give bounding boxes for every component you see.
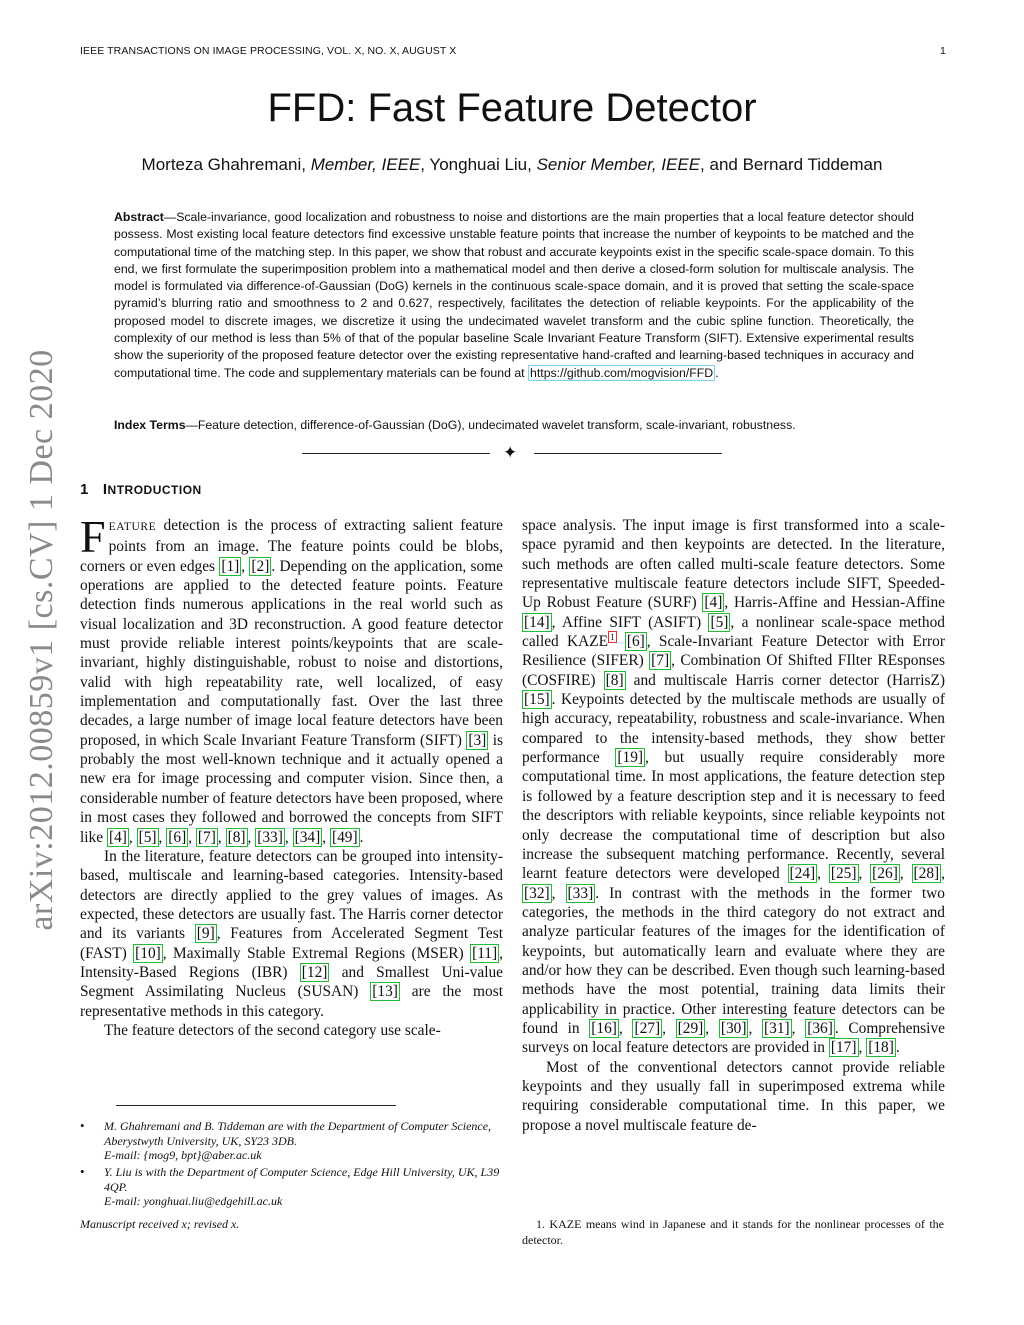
citation-link[interactable]: [5] [138, 828, 157, 846]
text-run: . [895, 1039, 900, 1057]
paragraph-1 [80, 511, 503, 847]
text-run: , Harris-Affine and Hessian-Affine [724, 594, 945, 612]
text-run: , [188, 828, 196, 846]
citation-link[interactable]: [2] [251, 557, 270, 575]
footnote-rule [116, 1105, 396, 1106]
citation-link[interactable]: [8] [227, 828, 246, 846]
text-run: , [284, 828, 293, 846]
citation-link[interactable]: [18] [868, 1039, 894, 1057]
index-terms [114, 417, 914, 434]
text-run: . Comprehensive surveys on local feature detectors are provided in [522, 1019, 945, 1057]
text-run: . Depending on the application, some operations are applied to the detected feature points. Feature detection finds numerous applications in the real world such as visual localization and 3D reconstruction. A good feature detector must provide reliable interest points/keypoints that are scale-invariant, highly distinguishable, robust to noise and distortions, valid with high repeatability rate, well localized, of easy implementation and computationally fast. Over the last three decades, a large number of image local feature detectors have been proposed, in which Scale Invariant Feature Transform (SIFT) [80, 557, 503, 749]
left-column [80, 511, 503, 1040]
citation-link[interactable]: [3] [468, 731, 487, 749]
text-run: , [662, 1019, 676, 1037]
citation-link[interactable]: [7] [651, 652, 670, 670]
affiliation-text: Y. Liu is with the Department of Computer Science, Edge Hill University, UK, L39 4QP. [104, 1165, 500, 1194]
citation-link[interactable]: [7] [197, 828, 216, 846]
citation-link[interactable]: [24] [789, 865, 816, 883]
citation-link[interactable]: [17] [830, 1039, 857, 1057]
citation-link[interactable]: [10] [135, 944, 161, 962]
section-initial: I [102, 481, 108, 498]
text-run: , [241, 557, 250, 575]
text-run: , a nonlinear scale-space method called KAZE [522, 613, 945, 651]
arxiv-identifier: arXiv:2012.00859v1 [cs.CV] 1 Dec 2020 [23, 349, 60, 931]
citation-link[interactable]: [31] [764, 1019, 790, 1037]
text-run: , [128, 828, 137, 846]
affiliation-email: E-mail: {mog9, bpt}@aber.ac.uk [104, 1148, 262, 1163]
citation-link[interactable]: [6] [168, 828, 187, 846]
section-title-rest: NTRODUCTION [107, 483, 202, 497]
author-2-role: Senior Member, IEEE [536, 155, 701, 174]
affiliation-text: M. Ghahremani and B. Tiddeman are with the Department of Computer Science, Aberystwyth University, UK, SY23 3DB. [104, 1119, 492, 1148]
affiliation-1 [80, 1119, 504, 1163]
citation-link[interactable]: [16] [591, 1019, 617, 1037]
citation-link[interactable]: [9] [196, 925, 215, 943]
citation-link[interactable]: [15] [524, 691, 550, 709]
citation-link[interactable]: [13] [372, 983, 398, 1001]
paragraph-5: Most of the conventional detectors cannot provide reliable keypoints and they usually fall in superimposed extrema while requiring considerable computational time. In this paper, we propose a novel multiscale feature de- [522, 1058, 945, 1134]
citation-link[interactable]: [1] [221, 557, 240, 575]
text-run: , Maximally Stable Extremal Regions (MSER) [162, 944, 471, 962]
text-run: , [705, 1019, 719, 1037]
paper-title: FFD: Fast Feature Detector [267, 86, 757, 130]
text-run: space analysis. The input image is first transformed into a scale-space pyramid and then keypoints are detected. In the literature, such methods are often called multi-scale feature detectors. Some representative multiscale feature detectors include SIFT, Speeded-Up Robust Feature (SURF) [522, 517, 945, 612]
text-run: , Intensity-Based Regions (IBR) [80, 944, 503, 981]
section-number: 1 [80, 481, 89, 498]
text-run: , Affine SIFT (ASIFT) [551, 613, 709, 631]
abstract-end: . [715, 365, 719, 380]
citation-link[interactable]: [27] [634, 1019, 661, 1037]
abstract-label: Abstract [114, 210, 164, 224]
separator-line-right [534, 453, 722, 454]
text-run: , [247, 828, 256, 846]
text-run: , Features from Accelerated Segment Test (FAST) [80, 925, 503, 962]
paragraph-2 [80, 847, 503, 1021]
text-run: , [551, 884, 566, 902]
text-run: , [748, 1019, 762, 1037]
text-run: . In contrast with the methods in the former two categories, the methods in the third category do not extract and analyze particular features of the images for the identification of keypoints, but automatically learn and evaluate where they are and/or how they can be described. Even though such learning-based methods have the most potential, training data limits their applicability in practice. Other interesting feature detectors can be found in [522, 884, 945, 1037]
citation-link[interactable]: [4] [704, 594, 723, 612]
text-run: and Smallest Uni-value Segment Assimilating Nucleus (SUSAN) [80, 963, 503, 1001]
text-run: , [158, 828, 167, 846]
manuscript-note: Manuscript received x; revised x. [80, 1217, 240, 1231]
section-separator [302, 444, 722, 464]
separator-star-icon: ✦ [503, 443, 518, 462]
citation-link[interactable]: [26] [872, 865, 898, 883]
index-terms-label: Index Terms [114, 418, 186, 432]
code-url-link[interactable]: https://github.com/mogvision/FFD [530, 365, 714, 380]
affiliation-email: E-mail: yonghuai.liu@edgehill.ac.uk [104, 1194, 283, 1209]
citation-link[interactable]: [6] [626, 633, 645, 651]
author-2: , Yonghuai Liu, [420, 155, 537, 174]
citation-link[interactable]: [14] [524, 613, 550, 631]
text-run: , [858, 865, 871, 883]
text-run: , [322, 828, 330, 846]
author-1-role: Member, IEEE [310, 155, 421, 174]
text-run [617, 633, 625, 650]
citation-link[interactable]: [32] [524, 884, 550, 902]
text-run: , [217, 828, 226, 846]
running-header [80, 45, 946, 57]
text-run: . [359, 828, 364, 846]
text-run: , [791, 1019, 806, 1037]
bullet-icon: • [80, 1118, 85, 1133]
affiliation-2 [80, 1165, 504, 1209]
index-terms-text: —Feature detection, difference-of-Gaussian (DoG), undecimated wavelet transform, scale-invariant, robustness. [185, 418, 796, 432]
paragraph-3: The feature detectors of the second category use scale- [104, 1021, 441, 1039]
citation-link[interactable]: [33] [567, 884, 594, 902]
citation-link[interactable]: [5] [710, 613, 729, 631]
text-run: , [899, 865, 912, 883]
citation-link[interactable]: [29] [677, 1019, 704, 1037]
text-run: is probably the most well-known technique and it actually opened a new era for image processing and computer vision. Since then, a considerable number of feature detectors have been proposed, where in most cases they followed and borrowed the concepts from SIFT like [80, 731, 503, 846]
citation-link[interactable]: [4] [108, 828, 127, 846]
text-run: , but usually require considerably more computational time. In most applications, the feature detection step is followed by a feature description step and it is necessary to feed the descriptors with reliable keypoints, since reliable keypoints not only decrease the computational time of description but also increase the subsequent matching performance. Recently, several learnt feature detectors were developed [522, 749, 945, 883]
page-number: 1 [940, 45, 946, 57]
journal-name: IEEE TRANSACTIONS ON IMAGE PROCESSING, VOL. X, NO. X, AUGUST X [80, 45, 457, 57]
text-run: detection is the process of extracting salient feature points from an image. The feature points could be blobs, corners or even edges [80, 517, 503, 575]
citation-link[interactable]: [49] [331, 828, 358, 846]
citation-link[interactable]: [36] [807, 1019, 833, 1037]
citation-link[interactable]: [28] [913, 865, 940, 883]
citation-link[interactable]: [19] [617, 749, 644, 767]
drop-cap: F [80, 511, 106, 562]
text-run: , [817, 865, 829, 883]
citation-link[interactable]: [8] [605, 671, 624, 689]
bullet-icon: • [80, 1164, 85, 1179]
text-run: , Combination Of Shifted FIlter REsponses (COSFIRE) [522, 652, 945, 689]
text-run: are the most representative methods in this category. [80, 983, 503, 1020]
right-column [522, 516, 945, 1135]
separator-line-left [302, 453, 490, 454]
author-list [0, 155, 1024, 175]
text-run: In the literature, feature detectors can be grouped into intensity-based, multiscale and learning-based categories. Intensity-based detectors are directly applied to the grey values of images. As expected, these detectors are usually fast. The Harris corner detector and its variants [80, 847, 503, 943]
citation-link[interactable]: [30] [720, 1019, 747, 1037]
citation-link[interactable]: [34] [294, 828, 321, 846]
text-run: . Keypoints detected by the multiscale methods are usually of high accuracy, repeatability, robustness and scale-invariance. When compared to the intensity-based methods, they show better performance [522, 691, 945, 767]
footnote-marker-link[interactable]: 1 [610, 631, 615, 642]
citation-link[interactable]: [11] [472, 944, 498, 962]
citation-link[interactable]: [25] [830, 865, 857, 883]
small-caps-text: EATURE [108, 521, 157, 533]
author-1: Morteza Ghahremani, [141, 155, 311, 174]
text-run: , Scale-Invariant Feature Detector with Error Resilience (SIFER) [522, 633, 945, 670]
paragraph-4 [522, 516, 945, 1058]
citation-link[interactable]: [33] [257, 828, 283, 846]
author-3: , and Bernard Tiddeman [700, 155, 883, 174]
abstract [114, 209, 914, 382]
text-run: , [618, 1019, 633, 1037]
footnote-1: 1. KAZE means wind in Japanese and it stands for the nonlinear processes of the detector. [522, 1217, 944, 1247]
section-heading [80, 481, 202, 498]
text-run: and multiscale Harris corner detector (HarrisZ) [625, 671, 945, 689]
text-run: , [941, 865, 946, 883]
abstract-text: —Scale-invariance, good localization and robustness to noise and distortions are the main properties that a local feature detector should possess. Most existing local feature detectors find excessive unstable feature points that increase the number of keypoints to be matched and the computational time of the matching step. In this paper, we show that robust and accurate keypoints exist in the specific scale-space domain. To this end, we first formulate the superimposition problem into a mathematical model and then derive a closed-form solution for multiscale analysis. The model is formulated via difference-of-Gaussian (DoG) kernels in the continuous scale-space domain, and it is proved that setting the scale-space pyramid’s blurring ratio and smoothness to 2 and 0.627, respectively, facilitates the detection of reliable keypoints. For the applicability of the proposed model to discrete images, we discretize it using the undecimated wavelet transform and the cubic spline function. Theoretically, the complexity of our method is less than 5% of that of the popular baseline Scale Invariant Feature Transform (SIFT). Extensive experimental results show the superiority of the proposed feature detector over the existing representative hand-crafted and learning-based techniques in accuracy and computational time. The code and supplementary materials can be found at [114, 210, 914, 380]
text-run: , [858, 1039, 867, 1057]
citation-link[interactable]: [12] [301, 963, 328, 981]
